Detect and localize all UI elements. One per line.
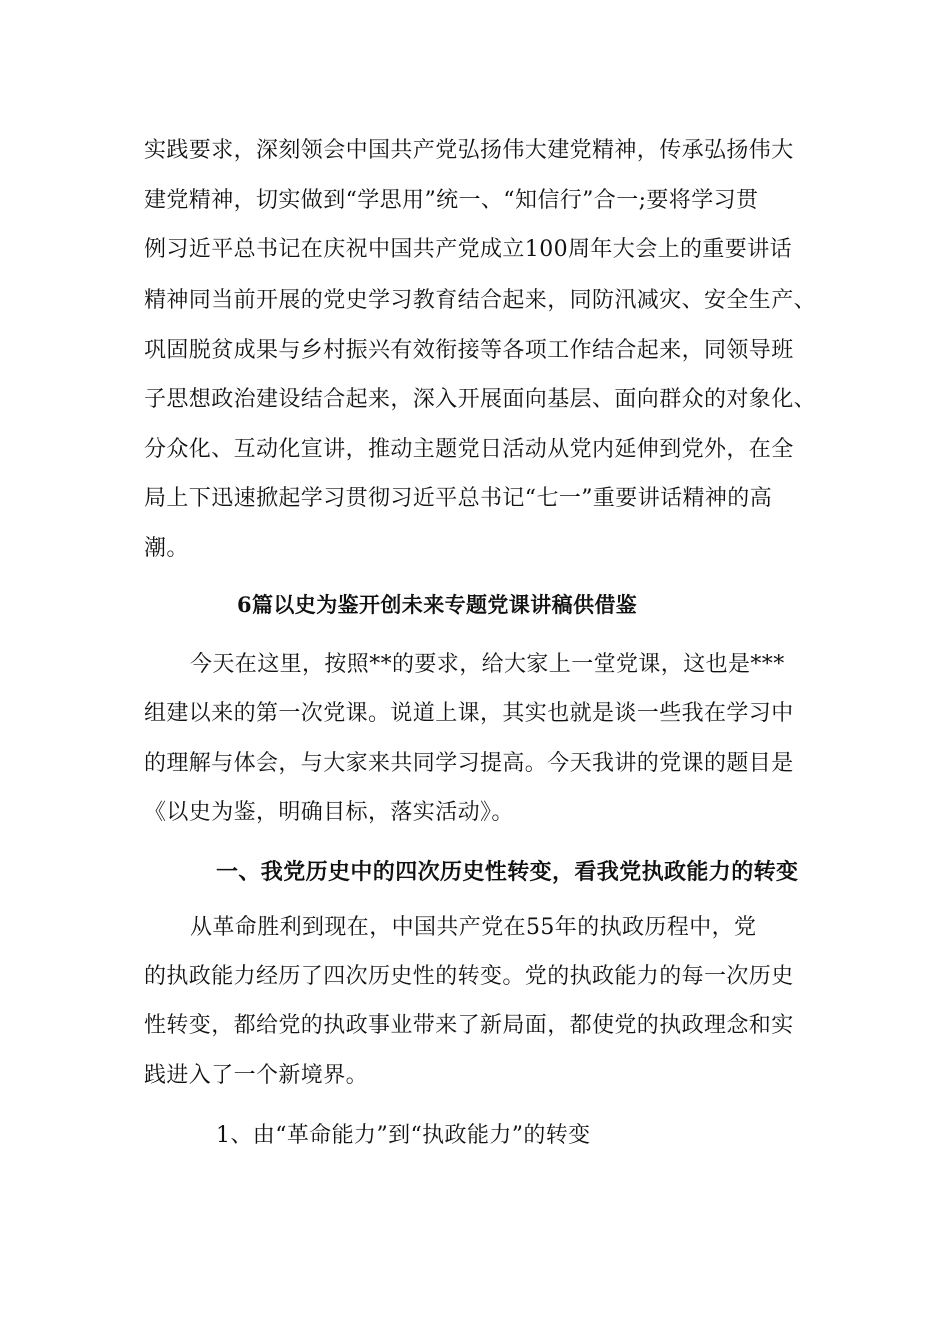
body-text-line: 性转变，都给党的执政事业带来了新局面，都使党的执政理念和实 bbox=[144, 1013, 794, 1038]
body-text-line: 例习近平总书记在庆祝中国共产党成立100周年大会上的重要讲话 bbox=[144, 237, 792, 262]
body-text-line: 今天在这里，按照**的要求，给大家上一堂党课，这也是*** bbox=[190, 652, 785, 677]
body-text-line: 《以史为鉴，明确目标，落实活动》。 bbox=[144, 800, 514, 825]
document-title: 6篇以史为鉴开创未来专题党课讲稿供借鉴 bbox=[237, 592, 638, 617]
body-text-line: 的执政能力经历了四次历史性的转变。党的执政能力的每一次历史 bbox=[144, 964, 794, 989]
body-text-line: 的理解与体会，与大家来共同学习提高。今天我讲的党课的题目是 bbox=[144, 751, 794, 776]
section-heading: 一、我党历史中的四次历史性转变，看我党执政能力的转变 bbox=[216, 859, 799, 885]
subsection-heading: 1、由“革命能力”到“执政能力”的转变 bbox=[216, 1123, 591, 1148]
body-text-line: 从革命胜利到现在，中国共产党在55年的执政历程中，党 bbox=[190, 915, 757, 940]
body-text-line: 践进入了一个新境界。 bbox=[144, 1063, 369, 1088]
body-text-line: 实践要求，深刻领会中国共产党弘扬伟大建党精神，传承弘扬伟大 bbox=[144, 138, 794, 163]
body-text-line: 建党精神，切实做到“学思用”统一、“知信行”合一;要将学习贯 bbox=[144, 188, 759, 213]
body-text-line: 子思想政治建设结合起来，深入开展面向基层、面向群众的对象化、 bbox=[144, 387, 817, 412]
body-text-line: 潮。 bbox=[144, 536, 189, 561]
body-text-line: 精神同当前开展的党史学习教育结合起来，同防汛减灾、安全生产、 bbox=[144, 288, 817, 313]
body-text-line: 分众化、互动化宣讲，推动主题党日活动从党内延伸到党外，在全 bbox=[144, 437, 794, 462]
body-text-line: 局上下迅速掀起学习贯彻习近平总书记“七一”重要讲话精神的高 bbox=[144, 486, 773, 511]
body-text-line: 组建以来的第一次党课。说道上课，其实也就是谈一些我在学习中 bbox=[144, 701, 794, 726]
body-text-line: 巩固脱贫成果与乡村振兴有效衔接等各项工作结合起来，同领导班 bbox=[144, 338, 794, 363]
